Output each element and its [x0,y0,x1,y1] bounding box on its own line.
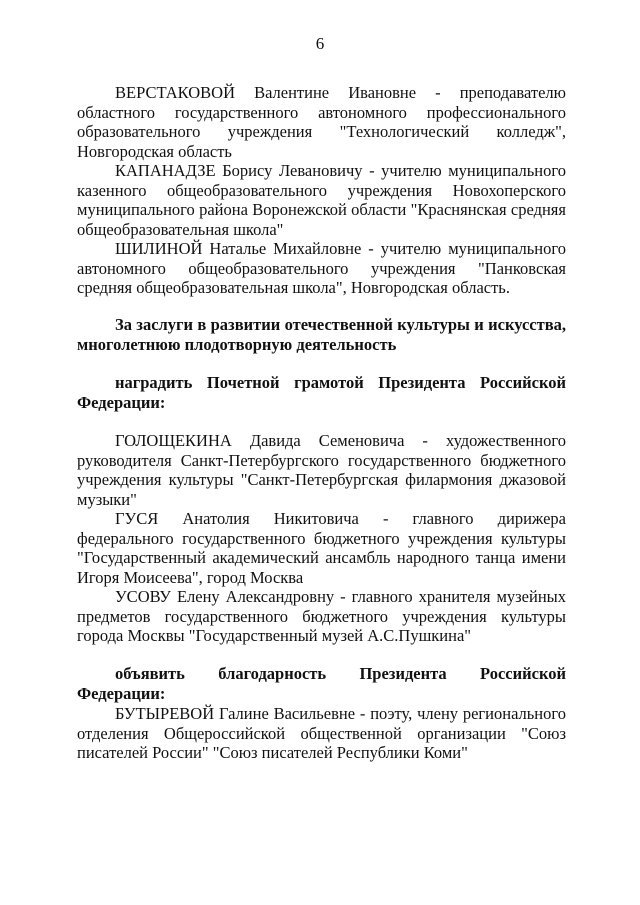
merit-heading-culture: За заслуги в развитии отечественной культуры и искусства, многолетнюю плодотворную деятельность [77,315,566,354]
page-number: 6 [315,34,325,53]
decree-heading-certificate: наградить Почетной грамотой Президента Российской Федерации: [77,373,566,412]
award-entry-gus: ГУСЯ Анатолия Никитовича - главного дирижера федерального государственного бюджетного учреждения культуры "Государственный академический ансамбль народного танца имени Игоря Моисеева", город Москва [77,509,566,587]
award-entry-butyreva: БУТЫРЕВОЙ Галине Васильевне - поэту, члену регионального отделения Общероссийской общественной организации "Союз писателей России" "Союз писателей Республики Коми" [77,704,566,763]
award-entry-goloshchekin: ГОЛОЩЕКИНА Давида Семеновича - художественного руководителя Санкт-Петербургского государственного бюджетного учреждения культуры "Санкт-Петербургская филармония джазовой музыки" [77,431,566,509]
decree-heading-gratitude: объявить благодарность Президента Российской Федерации: [77,664,566,703]
award-entry-shilina: ШИЛИНОЙ Наталье Михайловне - учителю муниципального автономного общеобразовательного учреждения "Панковская средняя общеобразовательная школа", Новгородская область. [77,239,566,298]
award-entry-verstakova: ВЕРСТАКОВОЙ Валентине Ивановне - преподавателю областного государственного автономного профессионального образовательного учреждения "Технологический колледж", Новгородская область [77,83,566,161]
award-entry-usova: УСОВУ Елену Александровну - главного хранителя музейных предметов государственного бюджетного учреждения культуры города Москвы "Государственный музей А.С.Пушкина" [77,587,566,646]
award-entry-kapanadze: КАПАНАДЗЕ Борису Левановичу - учителю муниципального казенного общеобразовательного учреждения Новохоперского муниципального района Воронежской области "Краснянская средняя общеобразовательная школа" [77,161,566,239]
